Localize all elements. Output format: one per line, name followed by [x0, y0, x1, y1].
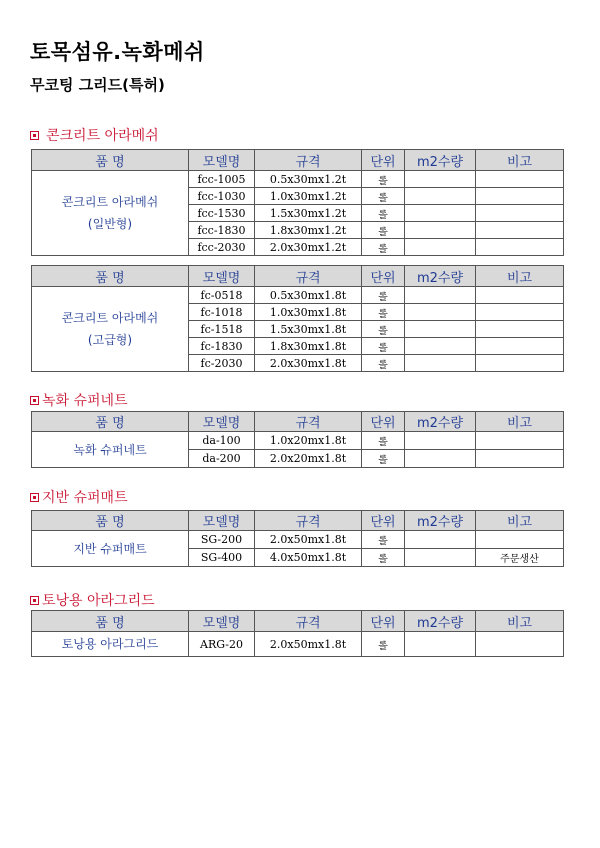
unit-cell: 롤 [362, 632, 405, 657]
product-name-cell: 토낭용 아라그리드 [32, 632, 189, 657]
model-cell: ARG-20 [189, 632, 255, 657]
section-heading-label: 녹화 슈퍼네트 [42, 393, 128, 409]
unit-cell: 롤 [362, 432, 405, 450]
bullet-square-icon [30, 493, 39, 502]
note-cell [476, 531, 564, 549]
header-product: 품 명 [32, 266, 189, 287]
bullet-square-icon [30, 131, 39, 140]
header-model: 모델명 [189, 511, 255, 531]
qty-cell [405, 287, 476, 304]
header-note: 비고 [476, 266, 564, 287]
header-qty: m2수량 [405, 511, 476, 531]
header-unit: 단위 [362, 412, 405, 432]
qty-cell [405, 338, 476, 355]
header-spec: 규격 [255, 611, 362, 632]
spec-cell: 4.0x50mx1.8t [255, 549, 362, 567]
note-cell [476, 450, 564, 468]
qty-cell [405, 222, 476, 239]
table-header-row [32, 150, 564, 171]
model-cell: fcc-1830 [189, 222, 255, 239]
spec-cell: 1.8x30mx1.2t [255, 222, 362, 239]
note-cell [476, 304, 564, 321]
bullet-square-icon [30, 396, 39, 405]
note-cell [476, 432, 564, 450]
header-unit: 단위 [362, 150, 405, 171]
spec-cell: 2.0x50mx1.8t [255, 531, 362, 549]
note-cell [476, 355, 564, 372]
unit-cell: 롤 [362, 450, 405, 468]
model-cell: fcc-1030 [189, 188, 255, 205]
unit-cell: 롤 [362, 205, 405, 222]
qty-cell [405, 321, 476, 338]
model-cell: da-200 [189, 450, 255, 468]
spec-cell: 1.5x30mx1.2t [255, 205, 362, 222]
product-table-concrete-premium [31, 265, 564, 372]
note-cell [476, 321, 564, 338]
header-note: 비고 [476, 611, 564, 632]
section-heading-green [30, 390, 128, 410]
qty-cell [405, 239, 476, 256]
model-cell: fc-2030 [189, 355, 255, 372]
note-cell [476, 222, 564, 239]
header-qty: m2수량 [405, 611, 476, 632]
unit-cell: 롤 [362, 188, 405, 205]
qty-cell [405, 632, 476, 657]
header-spec: 규격 [255, 511, 362, 531]
table-row [32, 632, 564, 657]
section-heading-label: 토낭용 아라그리드 [42, 593, 155, 609]
unit-cell: 롤 [362, 321, 405, 338]
spec-cell: 0.5x30mx1.2t [255, 171, 362, 188]
model-cell: fcc-1530 [189, 205, 255, 222]
header-note: 비고 [476, 412, 564, 432]
header-model: 모델명 [189, 412, 255, 432]
header-spec: 규격 [255, 266, 362, 287]
note-cell [476, 188, 564, 205]
model-cell: SG-200 [189, 531, 255, 549]
header-spec: 규격 [255, 150, 362, 171]
model-cell: da-100 [189, 432, 255, 450]
qty-cell [405, 171, 476, 188]
product-table-tonang [31, 610, 564, 657]
table-row [32, 171, 564, 188]
table-header-row [32, 412, 564, 432]
unit-cell: 롤 [362, 304, 405, 321]
header-note: 비고 [476, 511, 564, 531]
header-spec: 규격 [255, 412, 362, 432]
note-cell: 주문생산 [476, 549, 564, 567]
product-table-concrete-general [31, 149, 564, 256]
section-heading-ground [30, 487, 128, 507]
header-model: 모델명 [189, 611, 255, 632]
product-name-cell [32, 287, 189, 372]
table-header-row [32, 611, 564, 632]
bullet-square-icon [30, 596, 39, 605]
product-table-green [31, 411, 564, 468]
model-cell: fc-1518 [189, 321, 255, 338]
section-heading-label: 지반 슈퍼매트 [42, 490, 128, 506]
note-cell [476, 632, 564, 657]
product-name-cell: 지반 슈퍼매트 [32, 531, 189, 567]
qty-cell [405, 355, 476, 372]
spec-cell: 2.0x20mx1.8t [255, 450, 362, 468]
header-qty: m2수량 [405, 412, 476, 432]
note-cell [476, 205, 564, 222]
header-model: 모델명 [189, 266, 255, 287]
spec-cell: 0.5x30mx1.8t [255, 287, 362, 304]
section-heading-tonang [30, 590, 155, 610]
header-unit: 단위 [362, 611, 405, 632]
table-row [32, 432, 564, 450]
unit-cell: 롤 [362, 549, 405, 567]
header-qty: m2수량 [405, 150, 476, 171]
spec-cell: 1.8x30mx1.8t [255, 338, 362, 355]
spec-cell: 1.0x30mx1.8t [255, 304, 362, 321]
note-cell [476, 171, 564, 188]
table-row [32, 531, 564, 549]
qty-cell [405, 531, 476, 549]
header-product: 품 명 [32, 150, 189, 171]
qty-cell [405, 549, 476, 567]
qty-cell [405, 450, 476, 468]
model-cell: fc-1830 [189, 338, 255, 355]
note-cell [476, 287, 564, 304]
unit-cell: 롤 [362, 355, 405, 372]
section-heading-label: 콘크리트 아라메쉬 [46, 128, 159, 144]
qty-cell [405, 304, 476, 321]
unit-cell: 롤 [362, 171, 405, 188]
model-cell: fcc-2030 [189, 239, 255, 256]
model-cell: SG-400 [189, 549, 255, 567]
table-header-row [32, 266, 564, 287]
product-table-ground [31, 510, 564, 567]
unit-cell: 롤 [362, 338, 405, 355]
header-model: 모델명 [189, 150, 255, 171]
model-cell: fc-0518 [189, 287, 255, 304]
spec-cell: 1.0x20mx1.8t [255, 432, 362, 450]
table-row [32, 287, 564, 304]
header-unit: 단위 [362, 511, 405, 531]
qty-cell [405, 188, 476, 205]
header-qty: m2수량 [405, 266, 476, 287]
document-subtitle: 무코팅 그리드(특허) [30, 76, 165, 94]
note-cell [476, 338, 564, 355]
spec-cell: 2.0x50mx1.8t [255, 632, 362, 657]
header-product: 품 명 [32, 412, 189, 432]
section-heading-concrete [30, 125, 159, 145]
header-product: 품 명 [32, 511, 189, 531]
spec-cell: 1.5x30mx1.8t [255, 321, 362, 338]
document-title: 토목섬유.녹화메쉬 [30, 40, 205, 64]
spec-cell: 2.0x30mx1.2t [255, 239, 362, 256]
header-unit: 단위 [362, 266, 405, 287]
note-cell [476, 239, 564, 256]
spec-cell: 2.0x30mx1.8t [255, 355, 362, 372]
header-product: 품 명 [32, 611, 189, 632]
model-cell: fc-1018 [189, 304, 255, 321]
spec-cell: 1.0x30mx1.2t [255, 188, 362, 205]
product-name: 콘크리트 아라메쉬 [61, 311, 159, 325]
qty-cell [405, 205, 476, 222]
unit-cell: 롤 [362, 531, 405, 549]
unit-cell: 롤 [362, 222, 405, 239]
header-note: 비고 [476, 150, 564, 171]
unit-cell: 롤 [362, 239, 405, 256]
product-name-cell: 녹화 슈퍼네트 [32, 432, 189, 468]
product-type: (일반형) [87, 217, 133, 231]
product-name-cell [32, 171, 189, 256]
table-header-row [32, 511, 564, 531]
product-type: (고급형) [87, 333, 133, 347]
unit-cell: 롤 [362, 287, 405, 304]
product-name: 콘크리트 아라메쉬 [61, 195, 159, 209]
model-cell: fcc-1005 [189, 171, 255, 188]
qty-cell [405, 432, 476, 450]
